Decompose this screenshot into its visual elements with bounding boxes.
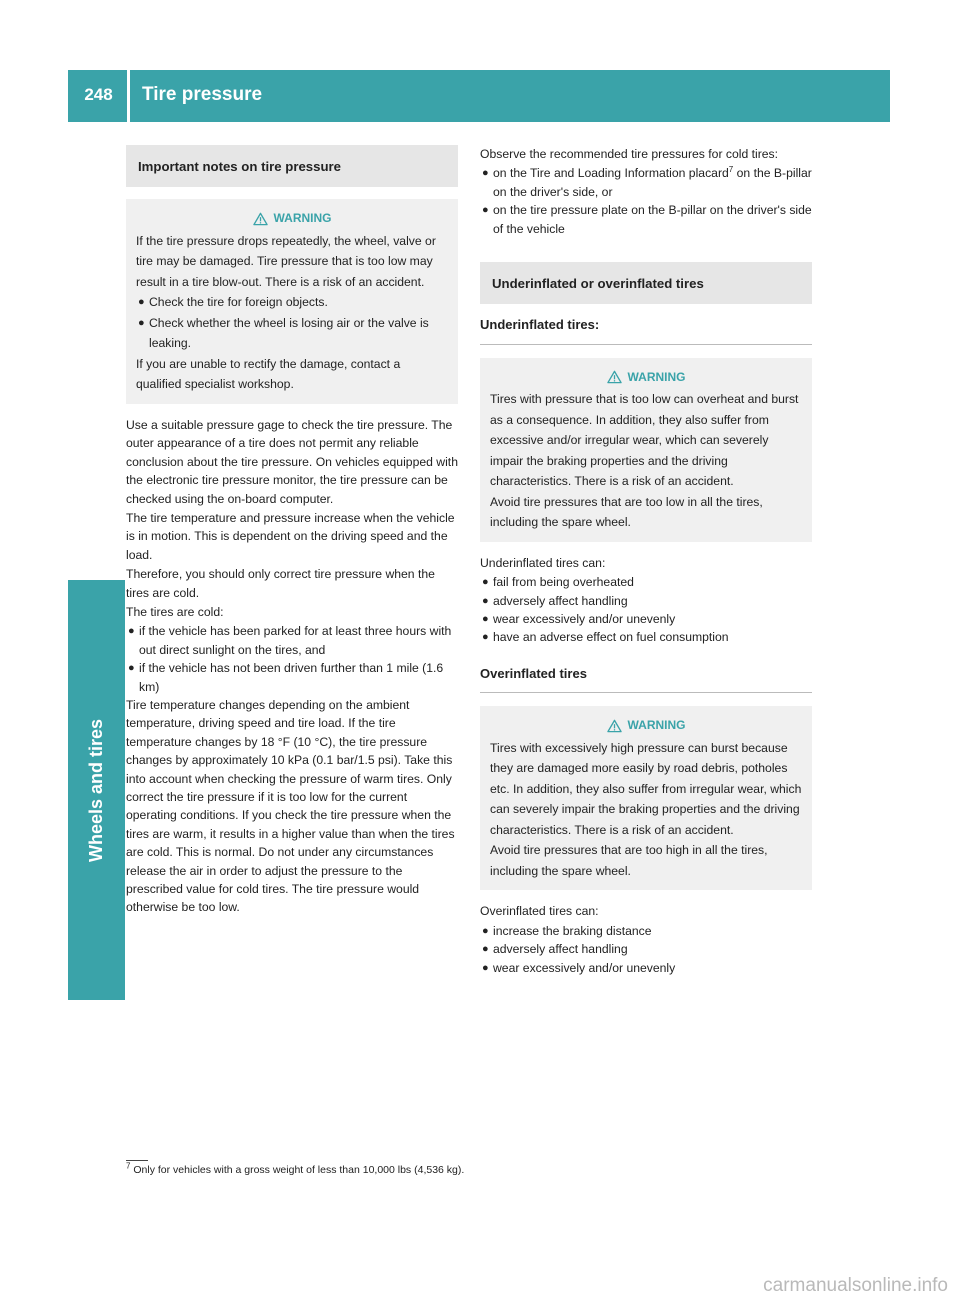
warning-triangle-icon <box>253 212 268 226</box>
underinflated-effects-list <box>480 573 812 647</box>
list-item: ● on the tire pressure plate on the B-pillar on the driver's side of the vehicle <box>482 203 812 236</box>
list-item: ● on the Tire and Loading Information placard$^7$ on the B-pillar on the driver's side, or <box>482 165 812 199</box>
warning-label: WARNING <box>627 718 686 733</box>
page-title: Tire pressure <box>142 84 263 105</box>
paragraph: Use a suitable pressure gage to check the tire pressure. The outer appearance of a tire does not permit any reliable conclusion about the tire pressure. On vehicles equipped with the electronic tire pressure monitor, the tire pressure can be checked using the on-board computer. <box>126 417 458 506</box>
bullet-r-icon: ● <box>482 924 489 937</box>
right-column <box>480 145 812 977</box>
warning-label: WARNING <box>627 369 686 384</box>
list-item: ● if the vehicle has not been driven further than 1 mile (1.6 km) <box>128 661 444 694</box>
list-item: ● wear excessively and/or unevenly <box>480 610 812 628</box>
footnote-number: 7 <box>126 1161 131 1171</box>
warning-header <box>490 367 802 388</box>
warning-triangle-icon <box>607 719 622 733</box>
warning-triangle-icon <box>607 370 622 384</box>
warning-outro: If you are unable to rectify the damage, contact a qualified specialist workshop. <box>136 356 401 392</box>
header-separator <box>127 70 130 122</box>
bullet-r-icon: ● <box>128 625 135 638</box>
list-item: ● Check whether the wheel is losing air or the valve is leaking. <box>136 313 448 354</box>
list-item: ● Check the tire for foreign objects. <box>136 292 448 313</box>
warning-label: WARNING <box>273 211 332 226</box>
warning-header <box>490 715 802 736</box>
warning-outro: Avoid tire pressures that are too low in all the tires, including the spare wheel. <box>490 494 763 530</box>
list-item: ● increase the braking distance <box>480 922 812 940</box>
footnote <box>126 1163 464 1177</box>
side-tab-label: Wheels and tires <box>86 718 107 862</box>
bullet-r-icon: ● <box>482 961 489 974</box>
paragraph-temperature: Tire temperature changes depending on the ambient temperature, driving speed and tire load. If the tire temperature changes by 18 °F (10 °C), the tire pressure changes by approximately 10 kPa (0.1 bar/1.5 psi). Take this into account when checking the pressure of warm tires. Only correct the tire pressure if it is too low for the current operating conditions. If you check the tire pressure when the tires are warm, it results in a higher value than when the tires are cold. This is normal. Do not under any circumstances release the air in order to adjust the pressure to the prescribed value for cold tires. The tire pressure would otherwise be too low. <box>126 698 455 915</box>
pressure-location-list <box>480 164 812 238</box>
warning-outro: Avoid tire pressures that are too high in all the tires, including the spare wheel. <box>490 843 768 878</box>
sub-heading-overinflated: Overinflated tires <box>480 665 812 693</box>
warning-bullets <box>136 292 448 354</box>
warning-box-tire-pressure <box>126 199 458 404</box>
bullet-r-icon: ● <box>138 296 145 309</box>
footnote-ref: 7 <box>728 165 734 175</box>
warning-header <box>136 208 448 229</box>
bullet-r-icon: ● <box>482 631 489 644</box>
warning-text: If the tire pressure drops repeatedly, the wheel, valve or tire may be damaged. Tire pressure that is too low may result in a tire blow-out. There is a risk of an accident. <box>136 233 436 289</box>
list-item: ● if the vehicle has been parked for at least three hours with out direct sunlight on the tires, and <box>128 624 452 657</box>
page-number: 248 <box>84 85 113 104</box>
paragraph: The tire temperature and pressure increase when the vehicle is in motion. This is dependent on the driving speed and the load. <box>126 510 455 562</box>
bullet-r-icon: ● <box>138 316 145 329</box>
paragraph: Observe the recommended tire pressures for cold tires: <box>480 147 779 161</box>
side-tab-label-wrap <box>68 580 125 1000</box>
footnote-text: Only for vehicles with a gross weight of less than 10,000 lbs (4,536 kg). <box>133 1164 465 1176</box>
bullet-r-icon: ● <box>482 204 489 217</box>
watermark: carmanualsonline.info <box>763 1275 948 1296</box>
list-item: ● adversely affect handling <box>480 940 812 958</box>
paragraph: Therefore, you should only correct tire pressure when the tires are cold. <box>126 567 435 600</box>
paragraph: Overinflated tires can: <box>480 904 599 919</box>
paragraph: The tires are cold: <box>126 604 224 619</box>
warning-text: Tires with pressure that is too low can overheat and burst as a consequence. In addition, they also suffer from excessive and/or irregular wear, which can severely impair the braking properties and the driving characteristics. There is a risk of an accident. <box>490 392 799 489</box>
bullet-r-icon: ● <box>482 167 489 180</box>
paragraph: Underinflated tires can: <box>480 555 606 570</box>
warning-text: Tires with excessively high pressure can burst because they are damaged more easily by road debris, potholes etc. In addition, they also suffer from irregular wear, which can severely impair the braking properties and the driving characteristics. There is a risk of an accident. <box>490 740 802 837</box>
bullet-r-icon: ● <box>482 613 489 626</box>
warning-box-overinflated <box>480 706 812 890</box>
overinflated-effects-list <box>480 922 812 977</box>
section-heading-important-notes: Important notes on tire pressure <box>126 145 458 187</box>
left-column <box>126 145 458 918</box>
bullet-r-icon: ● <box>482 594 489 607</box>
list-item: ● wear excessively and/or unevenly <box>480 959 812 977</box>
section-heading-under-over: Underinflated or overinflated tires <box>480 262 812 304</box>
list-item: ● adversely affect handling <box>480 592 812 610</box>
bullet-r-icon: ● <box>482 943 489 956</box>
bullet-r-icon: ● <box>482 576 489 589</box>
sub-heading-underinflated: Underinflated tires: <box>480 316 812 344</box>
list-item: ● have an adverse effect on fuel consumption <box>480 628 812 646</box>
cold-tires-list <box>126 622 458 696</box>
list-item: ● fail from being overheated <box>480 573 812 591</box>
bullet-r-icon: ● <box>128 662 135 675</box>
warning-box-underinflated <box>480 358 812 542</box>
